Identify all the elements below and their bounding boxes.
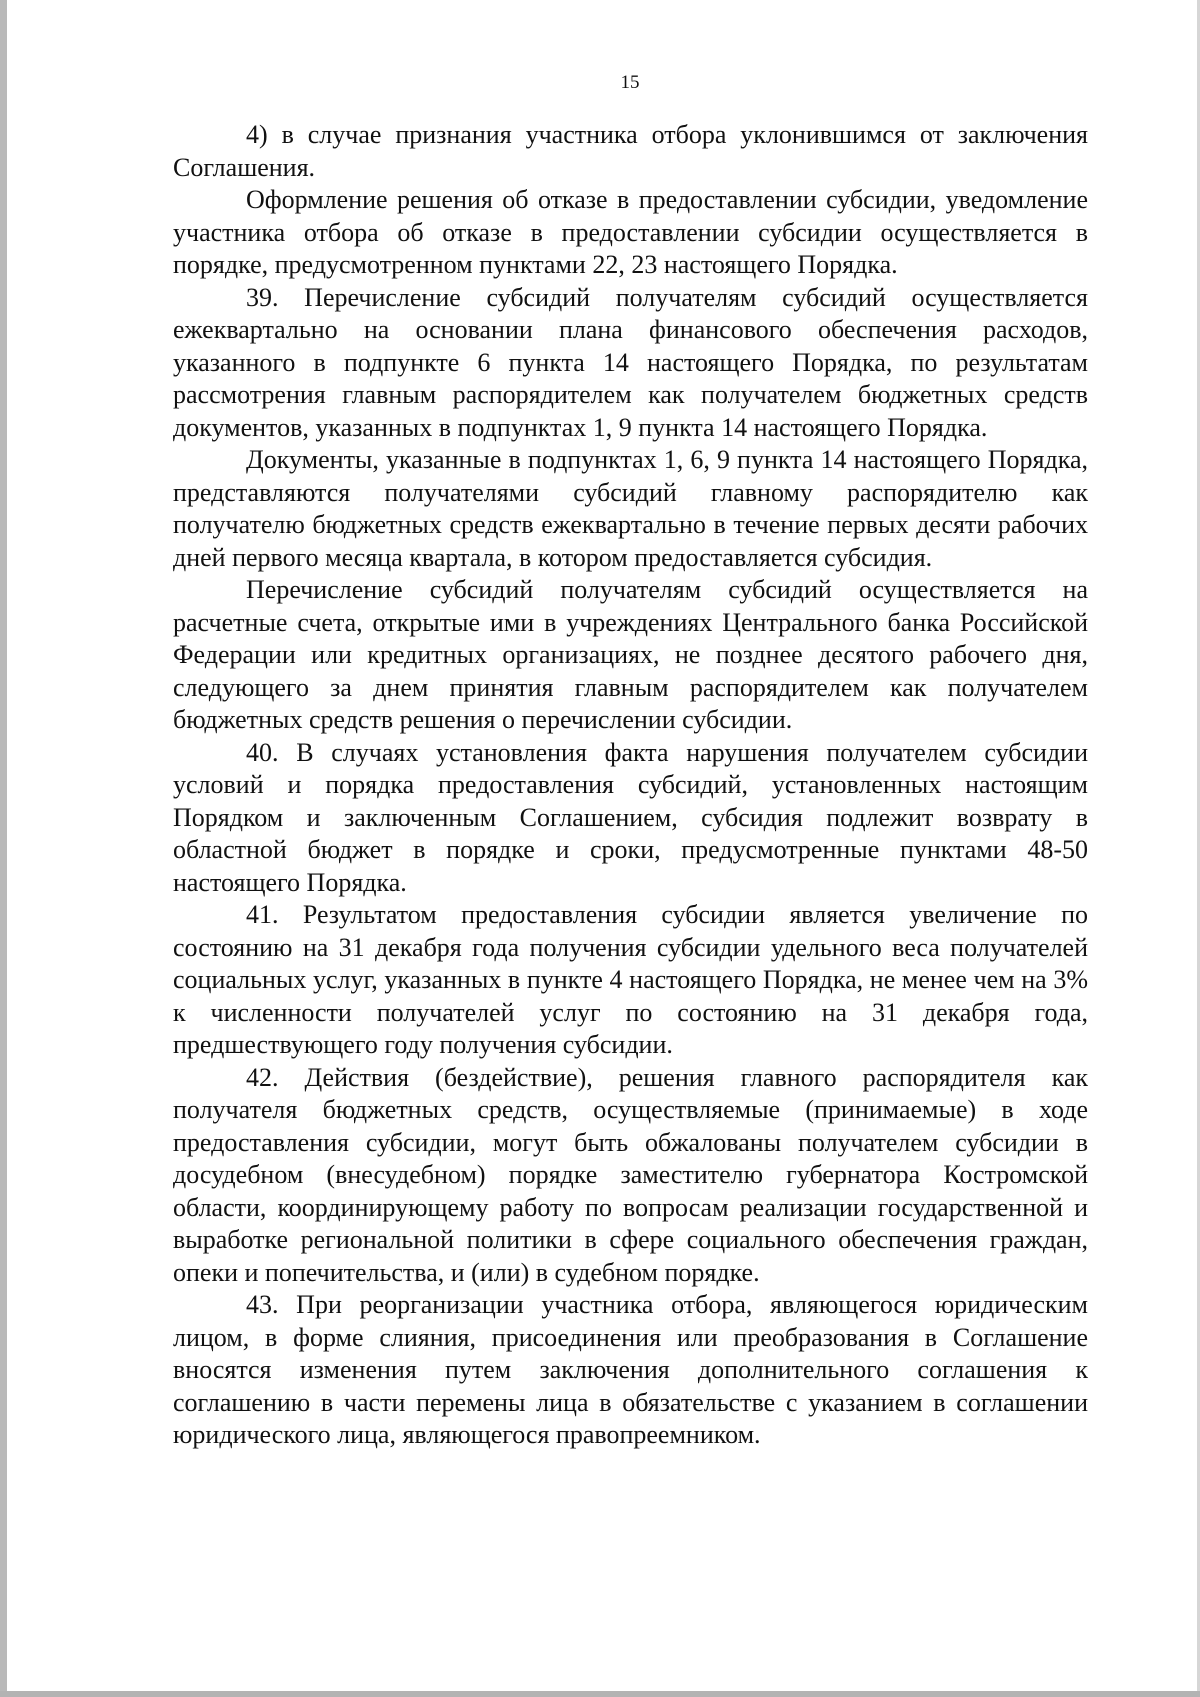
paragraph-41: 41. Результатом предоставления субсидии является увеличение по состоянию на 31 декабря года получения субсидии удельного веса получателей социальных услуг, указанных в пункте 4 настоящего Порядка, не менее чем на 3% к численности получателей услуг по состоянию на 31 декабря года, предшествующего году получения субсидии. [173,900,1088,1059]
paragraph-refusal-procedure: Оформление решения об отказе в предоставлении субсидии, уведомление участника отбора об отказе в предоставлении субсидии осуществляется в порядке, предусмотренном пунктами 22, 23 настоящего Порядка. [173,185,1088,279]
scan-edge-bottom [0,1691,1200,1697]
paragraph-clause-4: 4) в случае признания участника отбора уклонившимся от заключения Соглашения. [173,120,1088,182]
paragraph-43: 43. При реорганизации участника отбора, являющегося юридическим лицом, в форме слияния, присоединения или преобразования в Соглашение вносятся изменения путем заключения дополнительного соглашения к соглашению в части перемены лица в обязательстве с указанием в соглашении юридического лица, являющегося правопреемником. [173,1290,1088,1449]
paragraph-39: 39. Перечисление субсидий получателям субсидий осуществляется ежеквартально на основании плана финансового обеспечения расходов, указанного в подпункте 6 пункта 14 настоящего Порядка, по результатам рассмотрения главным распорядителем как получателем бюджетных средств документов, указанных в подпунктах 1, 9 пункта 14 настоящего Порядка. [173,282,1088,442]
page-number: 15 [620,72,640,93]
scan-edge-left [0,0,7,1697]
paragraph-transfer-accounts: Перечисление субсидий получателям субсидий осуществляется на расчетные счета, открытые ими в учреждениях Центрального банка Российской Федерации или кредитных организациях, не позднее десятого рабочего дня, следующего за днем принятия главным распорядителем как получателем бюджетных средств решения о перечислении субсидии. [173,575,1088,734]
document-body [173,119,1088,1452]
paragraph-documents: Документы, указанные в подпунктах 1, 6, 9 пункта 14 настоящего Порядка, представляются получателями субсидий главному распорядителю как получателю бюджетных средств ежеквартально в течение первых десяти рабочих дней первого месяца квартала, в котором предоставляется субсидия. [173,445,1088,572]
paragraph-40: 40. В случаях установления факта нарушения получателем субсидии условий и порядка предоставления субсидий, установленных настоящим Порядком и заключенным Соглашением, субсидия подлежит возврату в областной бюджет в порядке и сроки, предусмотренные пунктами 48-50 настоящего Порядка. [173,737,1088,897]
paragraph-42: 42. Действия (бездействие), решения главного распорядителя как получателя бюджетных средств, осуществляемые (принимаемые) в ходе предоставления субсидии, могут быть обжалованы получателем субсидии в досудебном (внесудебном) порядке заместителю губернатора Костромской области, координирующему работу по вопросам реализации государственной и выработке региональной политики в сфере социального обеспечения граждан, опеки и попечительства, и (или) в судебном порядке. [173,1062,1088,1287]
